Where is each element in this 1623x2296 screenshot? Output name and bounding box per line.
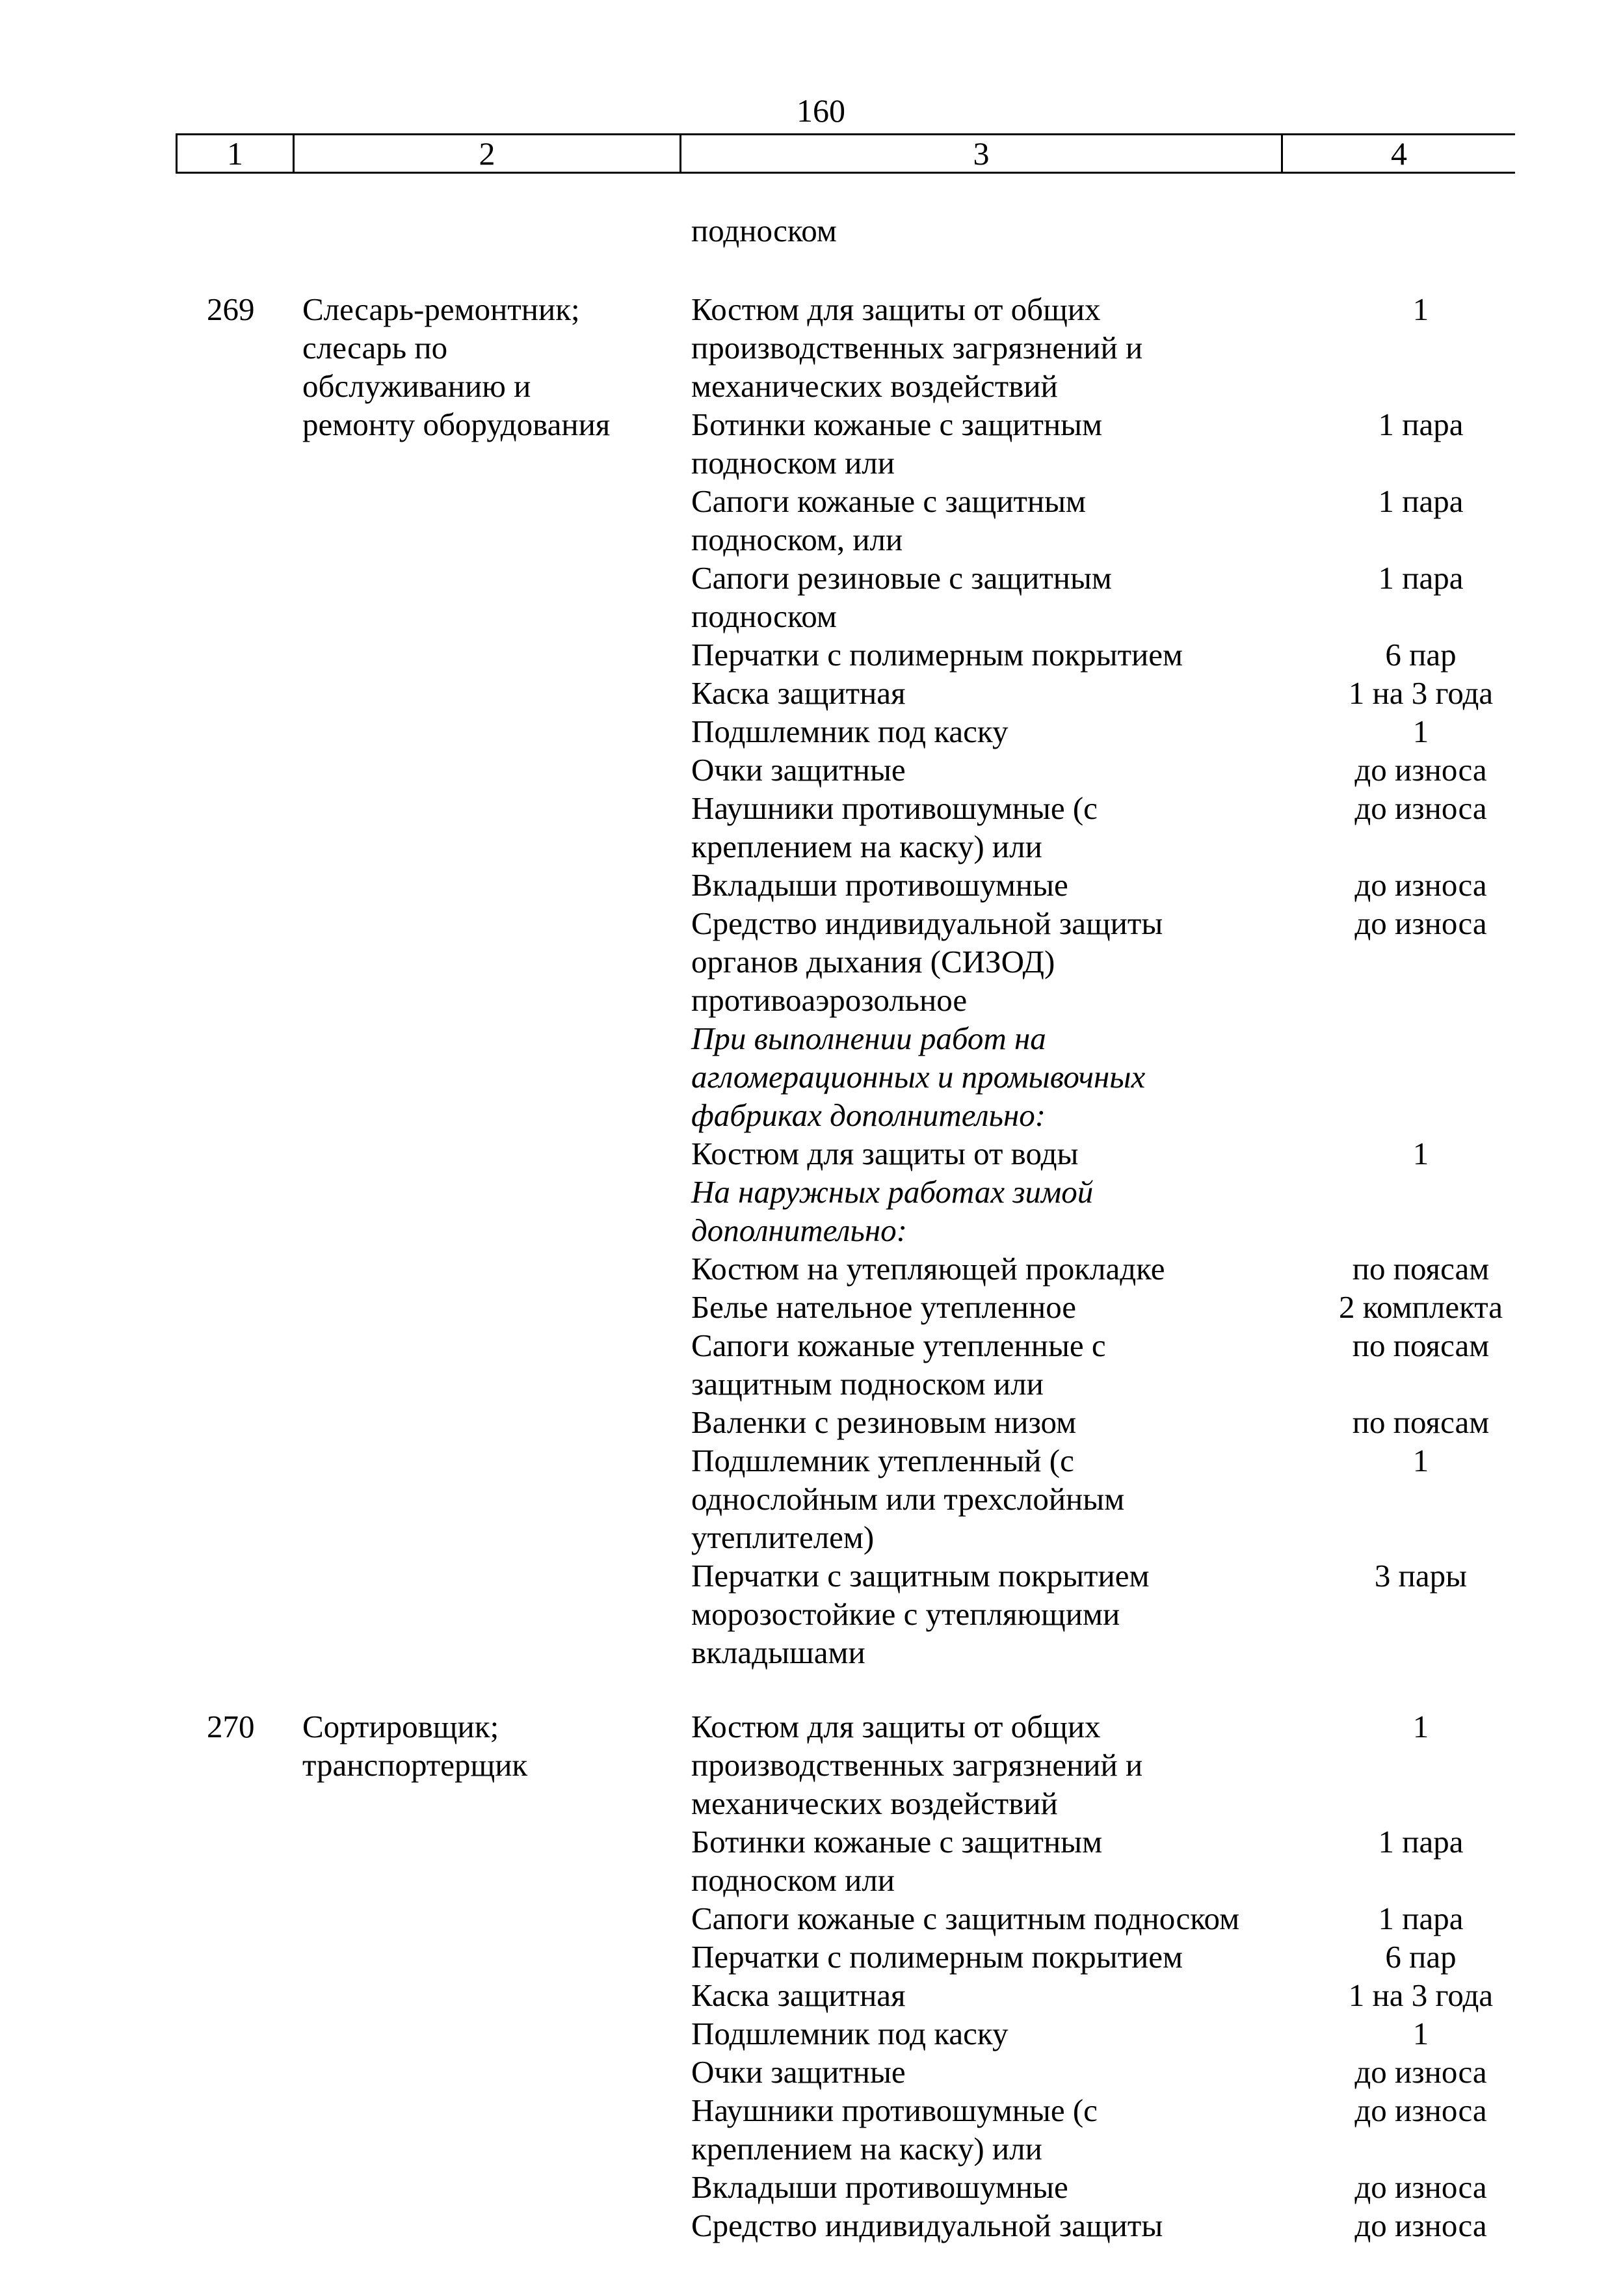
ppe-item-line: утеплителем) [691, 1519, 875, 1555]
page-number: 160 [797, 92, 845, 129]
ppe-item-line: агломерационных и промывочных [691, 1059, 1146, 1095]
ppe-quantity: до износа [1354, 2208, 1487, 2243]
ppe-item-line: Сапоги кожаные с защитным [691, 483, 1087, 519]
ppe-quantity: 1 пара [1378, 407, 1464, 442]
ppe-quantity: 6 пар [1385, 637, 1457, 673]
ppe-quantity: по поясам [1352, 1251, 1490, 1287]
ppe-item-line: Вкладыши противошумные [691, 2169, 1068, 2205]
ppe-item-line: производственных загрязнений и [691, 1747, 1143, 1783]
ppe-quantity: до износа [1354, 905, 1487, 941]
ppe-quantity: 3 пары [1374, 1558, 1468, 1594]
ppe-item-line: дополнительно: [691, 1212, 907, 1248]
ppe-quantity: 1 [1412, 1136, 1429, 1171]
occupation-line: слесарь по [302, 330, 448, 366]
ppe-quantity: 1 [1412, 291, 1429, 327]
ppe-item-line: противоаэрозольное [691, 982, 968, 1018]
ppe-item-line: Вкладыши противошумные [691, 867, 1068, 903]
ppe-item-line: механических воздействий [691, 1785, 1058, 1821]
ppe-quantity: 1 пара [1378, 560, 1464, 596]
ppe-item-line: Костюм для защиты от общих [691, 1709, 1101, 1744]
ppe-item-line: Костюм для защиты от общих [691, 291, 1101, 327]
ppe-item-line: защитным подноском или [691, 1366, 1044, 1402]
ppe-item-line: производственных загрязнений и [691, 330, 1143, 366]
ppe-item-line: Каска защитная [691, 1977, 906, 2013]
ppe-quantity: до износа [1354, 867, 1487, 903]
row-number: 270 [207, 1709, 255, 1744]
ppe-item-line: Очки защитные [691, 752, 906, 788]
ppe-quantity: 1 на 3 года [1348, 675, 1494, 711]
ppe-item-line: Костюм на утепляющей прокладке [691, 1251, 1165, 1287]
ppe-item-line: Подшлемник под каску [691, 2016, 1009, 2051]
ppe-item-line: Сапоги резиновые с защитным [691, 560, 1112, 596]
ppe-item-line: Валенки с резиновым низом [691, 1404, 1077, 1440]
column-header-row [176, 133, 1515, 174]
ppe-item-line: Перчатки с полимерным покрытием [691, 637, 1183, 673]
ppe-quantity: 1 пара [1378, 1824, 1464, 1860]
occupation-line: ремонту оборудования [302, 407, 611, 442]
ppe-item-line: подноском или [691, 1862, 895, 1898]
ppe-item-line: Подшлемник под каску [691, 714, 1009, 749]
ppe-quantity: 1 пара [1378, 483, 1464, 519]
ppe-item-line: Костюм для защиты от воды [691, 1136, 1079, 1171]
occupation-line: обслуживанию и [302, 368, 531, 404]
occupation-line: Сортировщик; [302, 1709, 499, 1744]
ppe-item-line: Сапоги кожаные утепленные с [691, 1328, 1106, 1363]
ppe-quantity: 1 пара [1378, 1901, 1464, 1936]
ppe-item-line: Средство индивидуальной защиты [691, 2208, 1163, 2243]
ppe-item-line: вкладышами [691, 1635, 865, 1670]
ppe-item-line: Каска защитная [691, 675, 906, 711]
ppe-item-line: подноском, или [691, 522, 903, 557]
ppe-quantity: 1 [1412, 1443, 1429, 1478]
ppe-item-line: Средство индивидуальной защиты [691, 905, 1163, 941]
occupation-line: Слесарь-ремонтник; [302, 291, 580, 327]
ppe-quantity: до износа [1354, 2092, 1487, 2128]
ppe-quantity: до износа [1354, 2054, 1487, 2090]
ppe-item-line: Ботинки кожаные с защитным [691, 407, 1103, 442]
ppe-item-line: Наушники противошумные (с [691, 790, 1098, 826]
ppe-item-line: Очки защитные [691, 2054, 906, 2090]
ppe-quantity: 1 на 3 года [1348, 1977, 1494, 2013]
column-header-2: 2 [293, 135, 680, 172]
ppe-item-line: подноском или [691, 445, 895, 481]
ppe-item-line: фабриках дополнительно: [691, 1097, 1046, 1133]
ppe-item-line: креплением на каску) или [691, 829, 1042, 864]
ppe-item-line: При выполнении работ на [691, 1021, 1046, 1056]
ppe-quantity: 6 пар [1385, 1939, 1457, 1975]
ppe-item-line: Перчатки с полимерным покрытием [691, 1939, 1183, 1975]
column-header-4: 4 [1281, 135, 1515, 172]
ppe-item-line: креплением на каску) или [691, 2131, 1042, 2167]
ppe-item-line: механических воздействий [691, 368, 1058, 404]
ppe-quantity: по поясам [1352, 1328, 1490, 1363]
row-number: 269 [207, 291, 255, 327]
ppe-quantity: по поясам [1352, 1404, 1490, 1440]
ppe-item-line: органов дыхания (СИЗОД) [691, 944, 1055, 980]
ppe-quantity: до износа [1354, 752, 1487, 788]
ppe-item-line: Перчатки с защитным покрытием [691, 1558, 1150, 1594]
ppe-item-line: Сапоги кожаные с защитным подноском [691, 1901, 1240, 1936]
carryover-text: подноском [691, 213, 837, 248]
ppe-item-line: Наушники противошумные (с [691, 2092, 1098, 2128]
occupation-line: транспортерщик [302, 1747, 528, 1783]
ppe-quantity: 1 [1412, 714, 1429, 749]
column-header-3: 3 [680, 135, 1281, 172]
ppe-quantity: 1 [1412, 2016, 1429, 2051]
ppe-item-line: Ботинки кожаные с защитным [691, 1824, 1103, 1860]
ppe-quantity: 1 [1412, 1709, 1429, 1744]
ppe-item-line: подноском [691, 598, 837, 634]
ppe-item-line: На наружных работах зимой [691, 1174, 1094, 1210]
ppe-item-line: однослойным или трехслойным [691, 1481, 1125, 1517]
ppe-quantity: 2 комплекта [1339, 1289, 1503, 1325]
ppe-item-line: Подшлемник утепленный (с [691, 1443, 1074, 1478]
column-header-1: 1 [176, 135, 293, 172]
ppe-quantity: до износа [1354, 790, 1487, 826]
ppe-item-line: морозостойкие с утепляющими [691, 1596, 1120, 1632]
ppe-item-line: Белье нательное утепленное [691, 1289, 1077, 1325]
ppe-quantity: до износа [1354, 2169, 1487, 2205]
